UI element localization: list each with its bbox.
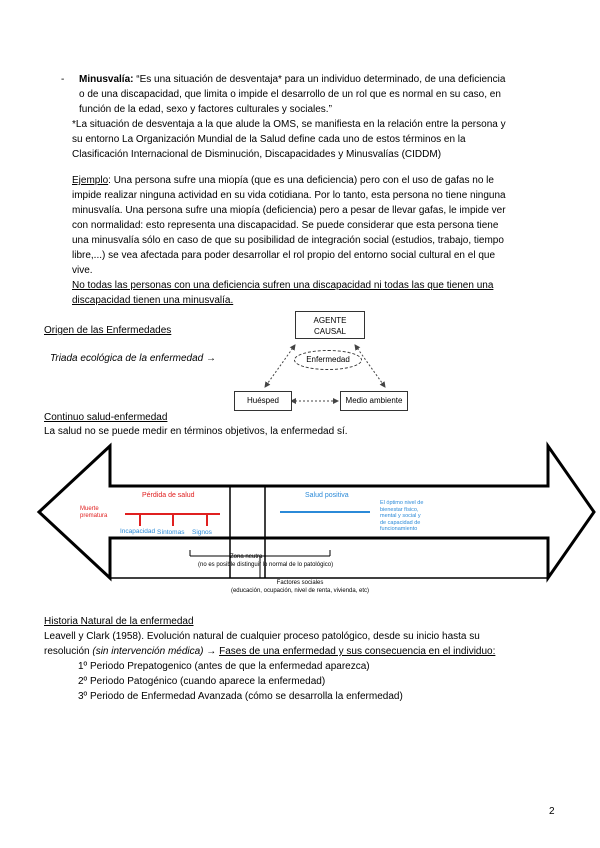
historia-resolucion: resolución [44,646,93,657]
incapacidad-label: Incapacidad [120,528,156,535]
ejemplo-line: libre,...) se vea afectada para poder desarrollar el rol propio del entorno social cultural en el que [72,250,496,261]
muerte-line: prematura [80,513,108,519]
signos-label: Signos [192,529,212,536]
agente-line: CAUSAL [313,327,346,336]
muerte-line: Muerte [80,506,99,512]
bullet-dash: - [61,74,65,85]
oms-line: de capacidad de [380,519,421,526]
huesped-box: Huésped [234,391,292,411]
continuo-text: La salud no se puede medir en términos objetivos, la enfermedad sí. [44,426,348,437]
period-item: 3º Periodo de Enfermedad Avanzada (cómo se desarrolla la enfermedad) [78,691,403,702]
sintomas-label: Síntomas [157,529,185,536]
muerte-prematura-label [80,506,107,520]
minusvalia-term: Minusvalía: [79,74,134,85]
factores-sociales [0,579,600,595]
minusvalia-quote-line: “Es una situación de desventaja* para un individuo determinado, de una deficiencia [136,74,506,85]
ejemplo-line: minusvalía. Una persona sufre una miopía (deficiencia) pero a pesar de llevar gafas, le impide ver [72,205,506,216]
ejemplo-label: Ejemplo [72,175,109,186]
perdida-salud-label: Pérdida de salud [142,492,195,499]
period-item: 1º Periodo Prepatogenico (antes de que la enfermedad aparezca) [78,661,370,672]
ejemplo-line: vive. [72,265,93,276]
oms-note-line: Clasificación Internacional de Disminución, Discapacidades y Minusvalías (CIDDM) [72,149,442,160]
oms-line: bienestar físico, [380,506,419,513]
factores-list: (educación, ocupación, nivel de renta, vivienda, etc) [230,588,370,594]
historia-arrow: → [203,646,220,657]
continuo-heading: Continuo salud-enfermedad [44,412,168,423]
triada-label: Triada ecológica de la enfermedad → [50,353,217,364]
origen-heading: Origen de las Enfermedades [44,325,172,336]
optimo-bienestar-label [380,500,423,533]
ejemplo-line: : Una persona sufre una miopía (que es una deficiencia) pero con el uso de gafas no le [108,175,494,186]
historia-paragraph [44,629,556,659]
oms-note-line: su entorno La Organización Mundial de la Salud define cada uno de estos términos en la [72,134,466,145]
historia-sin-intervencion: (sin intervención médica) [92,646,204,657]
ejemplo-line: con normalidad: esto representa una discapacidad. Se puede considerar que esta persona tiene [72,220,499,231]
periods-list [78,659,403,704]
page-number: 2 [549,806,555,817]
salud-positiva-label: Salud positiva [305,492,349,499]
oms-note-line: *La situación de desventaja a la que alude la OMS, se manifiesta en la relación entre la persona y [72,119,506,130]
ejemplo-line: una minusvalía sólo en caso de que su posibilidad de integración social (estudios, trabajo, tiempo [72,235,504,246]
minusvalia-quote-line: o de una discapacidad, que limita o impide el desarrollo de un rol que es normal en su caso, en [79,89,501,100]
conclusion-line: No todas las personas con una deficiencia sufren una discapacidad ni todas las que tienen una [72,280,494,291]
conclusion-line: discapacidad tienen una minusvalía. [72,295,234,306]
ejemplo-line: impide realizar ninguna actividad en su vida cotidiana. Por lo tanto, esta persona no tiene ninguna [72,190,506,201]
period-item: 2º Periodo Patogénico (cuando aparece la enfermedad) [78,676,326,687]
minusvalia-quote-line: función de la edad, sexo y factores culturales y sociales.” [79,104,332,115]
historia-heading: Historia Natural de la enfermedad [44,616,194,627]
medio-ambiente-box: Medio ambiente [340,391,408,411]
oms-line: El óptimo nivel de [380,500,424,506]
oms-line: mental y social y [380,513,421,519]
zona-neutra-note: (no es posible distinguir lo normal de lo patológico) [198,562,334,568]
historia-fases: Fases de una enfermedad y sus consecuencia en el individuo: [219,646,496,657]
enfermedad-ellipse: Enfermedad [294,350,362,370]
zona-neutra-label: Zona neutra [230,554,263,560]
factores-title: Factores sociales [276,580,324,586]
historia-line: Leavell y Clark (1958). Evolución natural de cualquier proceso patológico, desde su inicio hasta su [44,631,480,642]
oms-line: funcionamiento [380,526,418,532]
agente-line: AGENTE [313,316,347,325]
